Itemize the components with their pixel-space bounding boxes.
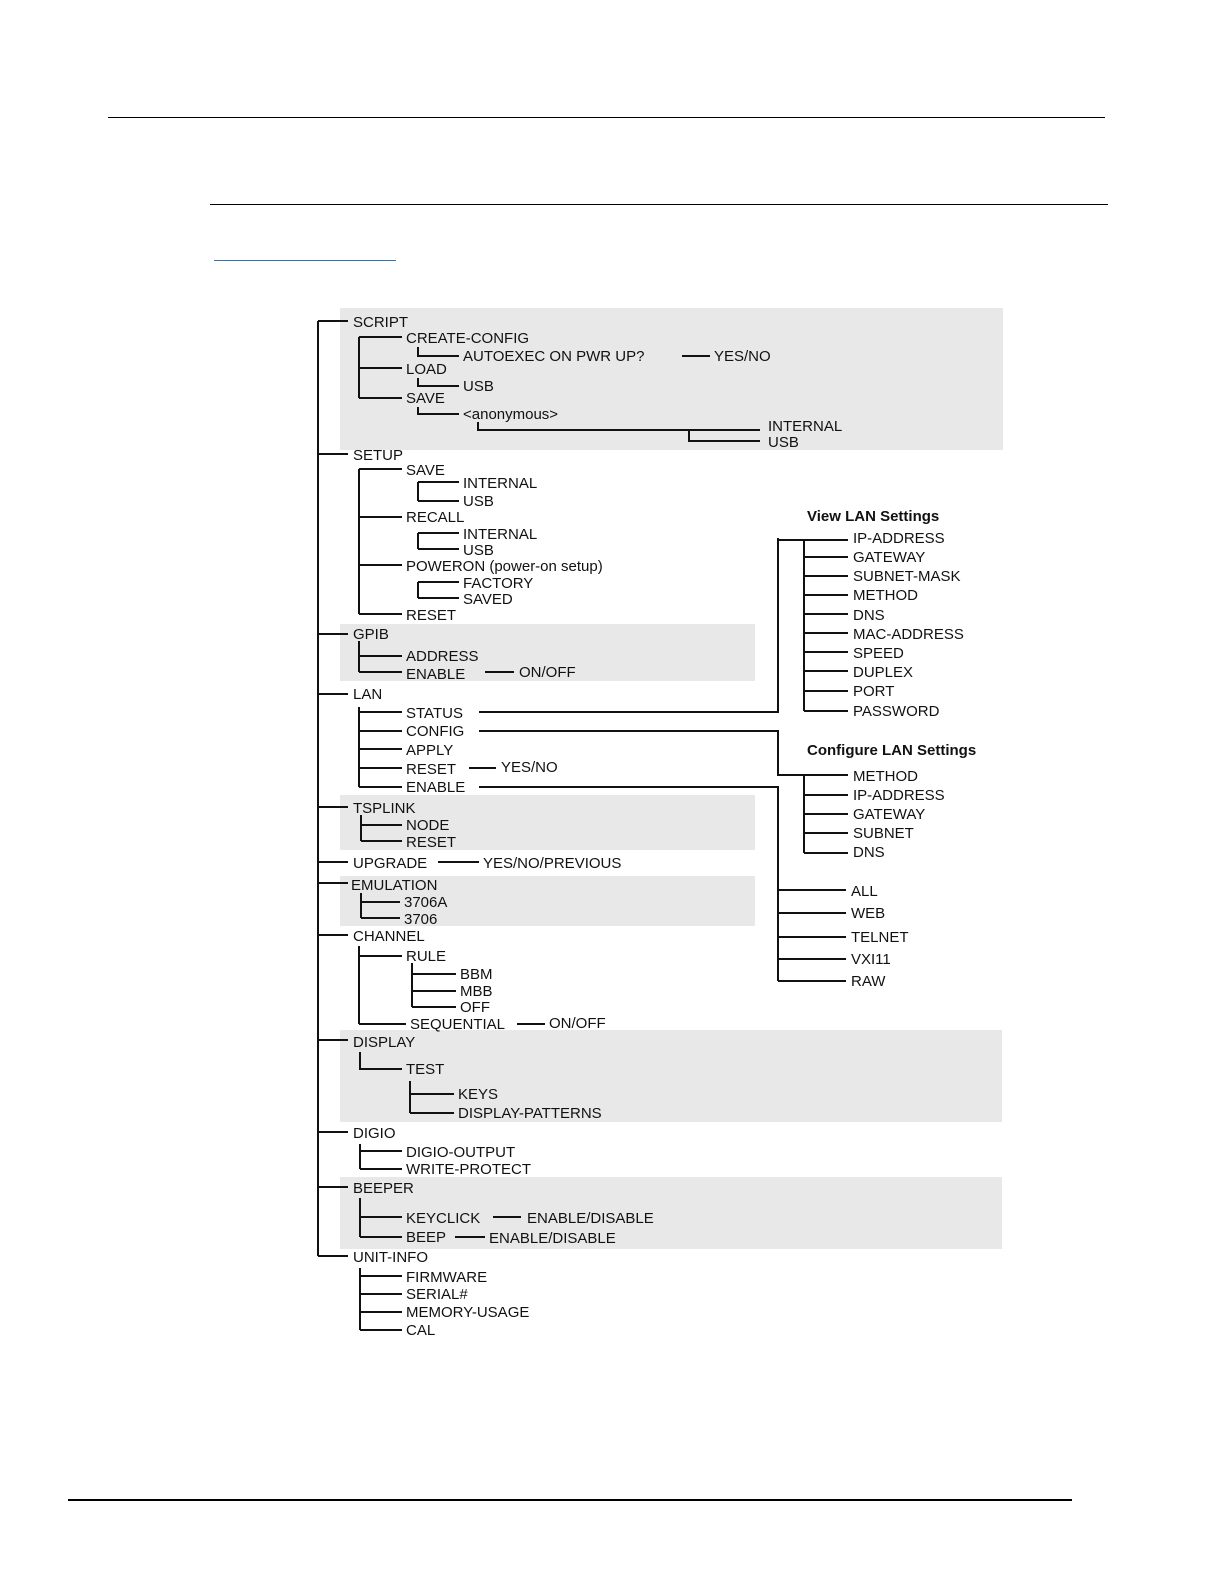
node-lan-config: CONFIG <box>406 723 465 740</box>
node-display-test: TEST <box>406 1061 445 1078</box>
node-gpib: GPIB <box>353 626 389 643</box>
node-unit-info-serial: SERIAL# <box>406 1286 468 1303</box>
node-unit-info: UNIT-INFO <box>353 1249 428 1266</box>
node-tsplink-reset: RESET <box>406 834 457 851</box>
view-lan-title: View LAN Settings <box>807 508 940 525</box>
node-beeper-keyclick-opt: ENABLE/DISABLE <box>527 1210 654 1227</box>
node-gpib-enable: ENABLE <box>406 666 466 683</box>
node-display-keys: KEYS <box>458 1086 499 1103</box>
node-script-load: LOAD <box>406 361 447 378</box>
lan-enable-item: VXI11 <box>851 951 891 968</box>
node-setup-recall: RECALL <box>406 509 465 526</box>
node-unit-info-firmware: FIRMWARE <box>406 1269 488 1286</box>
node-lan-enable: ENABLE <box>406 779 466 796</box>
node-script-load-usb: USB <box>463 378 494 395</box>
node-channel-bbm: BBM <box>460 966 493 983</box>
node-display-patterns: DISPLAY-PATTERNS <box>458 1105 602 1122</box>
node-setup-save-usb: USB <box>463 493 494 510</box>
node-setup-factory: FACTORY <box>463 575 534 592</box>
node-setup-save: SAVE <box>406 462 445 479</box>
node-setup: SETUP <box>353 447 404 464</box>
node-setup-recall-internal: INTERNAL <box>463 526 538 543</box>
node-channel-mbb: MBB <box>460 983 493 1000</box>
node-emulation-3706: 3706 <box>404 911 438 928</box>
lan-enable-item: ALL <box>851 883 878 900</box>
node-unit-info-cal: CAL <box>406 1322 436 1339</box>
node-channel-sequential: SEQUENTIAL <box>410 1016 506 1033</box>
config-lan-item: GATEWAY <box>853 806 926 823</box>
lan-enable-item: TELNET <box>851 929 909 946</box>
view-lan-item: IP-ADDRESS <box>853 530 945 547</box>
node-beeper-beep: BEEP <box>406 1229 447 1246</box>
node-channel: CHANNEL <box>353 928 425 945</box>
node-upgrade-opt: YES/NO/PREVIOUS <box>483 855 622 872</box>
node-autoexec: AUTOEXEC ON PWR UP? <box>463 348 645 365</box>
lan-enable-item: RAW <box>851 973 886 990</box>
node-setup-recall-usb: USB <box>463 542 494 559</box>
node-display: DISPLAY <box>353 1034 416 1051</box>
node-beeper: BEEPER <box>353 1180 414 1197</box>
node-gpib-address: ADDRESS <box>406 648 479 665</box>
view-lan-item: MAC-ADDRESS <box>853 626 964 643</box>
node-script-save: SAVE <box>406 390 445 407</box>
node-lan-status: STATUS <box>406 705 463 722</box>
node-tsplink-node: NODE <box>406 817 450 834</box>
node-beeper-keyclick: KEYCLICK <box>406 1210 481 1227</box>
config-lan-item: DNS <box>853 844 885 861</box>
node-script-usb: USB <box>768 434 799 451</box>
lan-enable-item: WEB <box>851 905 886 922</box>
config-lan-item: IP-ADDRESS <box>853 787 945 804</box>
view-lan-item: METHOD <box>853 587 918 604</box>
node-setup-save-internal: INTERNAL <box>463 475 538 492</box>
node-unit-info-memory: MEMORY-USAGE <box>406 1304 530 1321</box>
config-lan-title: Configure LAN Settings <box>807 742 977 759</box>
node-script: SCRIPT <box>353 314 409 331</box>
node-channel-sequential-opt: ON/OFF <box>549 1015 606 1032</box>
node-channel-rule: RULE <box>406 948 447 965</box>
node-digio: DIGIO <box>353 1125 396 1142</box>
view-lan-item: SPEED <box>853 645 904 662</box>
node-upgrade: UPGRADE <box>353 855 428 872</box>
node-digio-write-protect: WRITE-PROTECT <box>406 1161 531 1178</box>
node-create-config: CREATE-CONFIG <box>406 330 530 347</box>
view-lan-item: PASSWORD <box>853 703 940 720</box>
node-anonymous: <anonymous> <box>463 406 559 423</box>
node-setup-poweron: POWERON (power-on setup) <box>406 558 603 575</box>
node-gpib-enable-opt: ON/OFF <box>519 664 576 681</box>
node-channel-off: OFF <box>460 999 490 1016</box>
node-emulation-3706a: 3706A <box>404 894 448 911</box>
node-digio-output: DIGIO-OUTPUT <box>406 1144 516 1161</box>
node-lan-reset: RESET <box>406 761 457 778</box>
node-autoexec-opt: YES/NO <box>714 348 771 365</box>
node-lan-apply: APPLY <box>406 742 454 759</box>
node-script-internal: INTERNAL <box>768 418 843 435</box>
view-lan-item: PORT <box>853 683 895 700</box>
config-lan-item: SUBNET <box>853 825 914 842</box>
node-setup-reset: RESET <box>406 607 457 624</box>
node-setup-saved: SAVED <box>463 591 513 608</box>
node-tsplink: TSPLINK <box>353 800 416 817</box>
node-beeper-beep-opt: ENABLE/DISABLE <box>489 1230 616 1247</box>
view-lan-item: DUPLEX <box>853 664 914 681</box>
node-lan-reset-opt: YES/NO <box>501 759 558 776</box>
config-lan-item: METHOD <box>853 768 918 785</box>
node-emulation: EMULATION <box>351 877 438 894</box>
view-lan-item: GATEWAY <box>853 549 926 566</box>
view-lan-item: SUBNET-MASK <box>853 568 961 585</box>
node-lan: LAN <box>353 686 383 703</box>
view-lan-item: DNS <box>853 607 885 624</box>
